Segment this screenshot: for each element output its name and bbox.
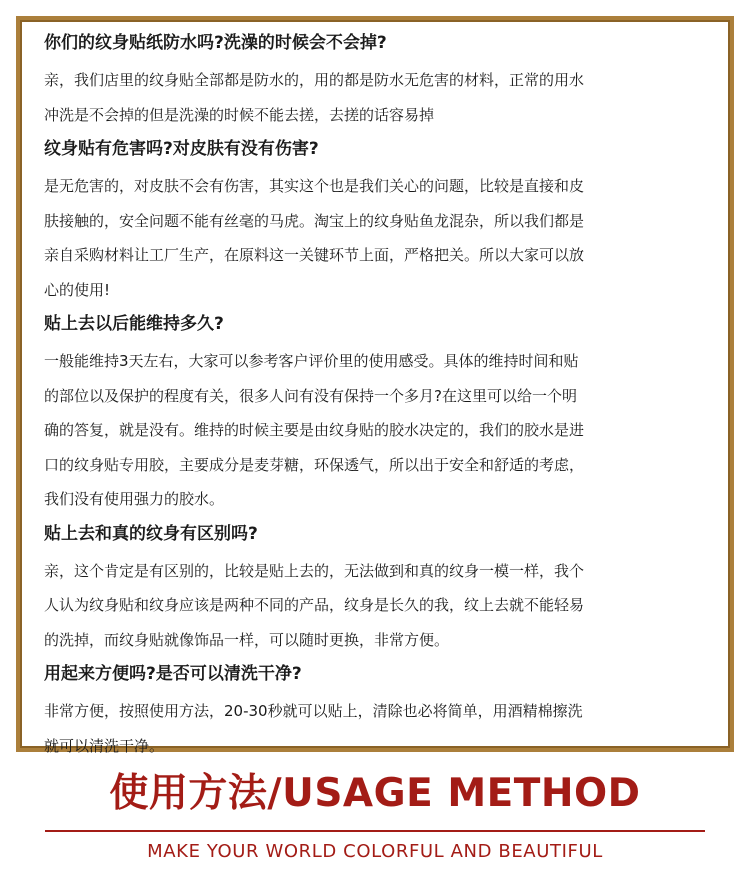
faq-answer <box>44 694 714 763</box>
faq-answer-line: 一般能维持3天左右，大家可以参考客户评价里的使用感受。具体的维持时间和贴 <box>44 352 579 370</box>
faq-item-safety <box>44 138 714 307</box>
faq-answer-line: 的部位以及保护的程度有关，很多人问有没有保持一个多月?在这里可以给一个明 <box>44 386 577 405</box>
faq-answer-line: 我们没有使用强力的胶水。 <box>44 490 225 508</box>
faq-question: 贴上去以后能维持多久? <box>44 314 224 334</box>
faq-answer-line: 非常方便，按照使用方法，20-30秒就可以贴上，清除也必将简单，用酒精棉擦洗 <box>44 702 583 720</box>
faq-answer-line: 口的纹身贴专用胶，主要成分是麦芽糖，环保透气，所以出于安全和舒适的考虑， <box>44 455 585 474</box>
faq-answer-line: 是无危害的，对皮肤不会有伤害，其实这个也是我们关心的问题，比较是直接和皮 <box>44 177 585 195</box>
faq-answer-line: 肤接触的，安全问题不能有丝毫的马虎。淘宝上的纹身贴鱼龙混杂，所以我们都是 <box>44 211 585 230</box>
faq-question: 你们的纹身贴纸防水吗?洗澡的时候会不会掉? <box>44 33 387 53</box>
faq-question: 用起来方便吗?是否可以清洗干净? <box>44 664 302 684</box>
faq-panel <box>20 20 730 755</box>
faq-answer <box>44 344 714 517</box>
faq-answer-line: 的洗掉，而纹身贴就像饰品一样，可以随时更换，非常方便。 <box>44 630 450 649</box>
faq-answer-line: 确的答复，就是没有。维持的时候主要是由纹身贴的胶水决定的，我们的胶水是进 <box>44 421 585 439</box>
faq-item-waterproof <box>44 32 714 132</box>
faq-item-duration <box>44 313 714 517</box>
usage-method-title: 使用方法/USAGE METHOD <box>109 771 641 816</box>
faq-answer <box>44 63 714 132</box>
faq-answer <box>44 554 714 658</box>
faq-answer-line: 人认为纹身贴和纹身应该是两种不同的产品，纹身是长久的我，纹上去就不能轻易 <box>44 596 585 614</box>
faq-question: 贴上去和真的纹身有区别吗? <box>44 523 258 544</box>
usage-method-subtitle: MAKE YOUR WORLD COLORFUL AND BEAUTIFUL <box>147 841 603 862</box>
title-divider <box>45 830 705 832</box>
faq-answer-line: 亲，这个肯定是有区别的，比较是贴上去的，无法做到和真的纹身一模一样，我个 <box>44 561 585 580</box>
faq-answer-line: 冲洗是不会掉的但是洗澡的时候不能去搓，去搓的话容易掉 <box>44 105 435 124</box>
faq-answer <box>44 169 714 307</box>
faq-answer-line: 心的使用! <box>44 280 111 299</box>
faq-item-difference <box>44 523 714 658</box>
faq-question: 纹身贴有危害吗?对皮肤有没有伤害? <box>44 139 319 159</box>
faq-item-convenience <box>44 663 714 763</box>
faq-frame <box>16 16 734 755</box>
faq-answer-line: 亲，我们店里的纹身贴全部都是防水的，用的都是防水无危害的材料，正常的用水 <box>44 71 585 89</box>
faq-answer-line: 亲自采购材料让工厂生产，在原料这一关键环节上面，严格把关。所以大家可以放 <box>44 246 585 264</box>
faq-answer-line: 就可以清洗干净。 <box>44 736 165 755</box>
